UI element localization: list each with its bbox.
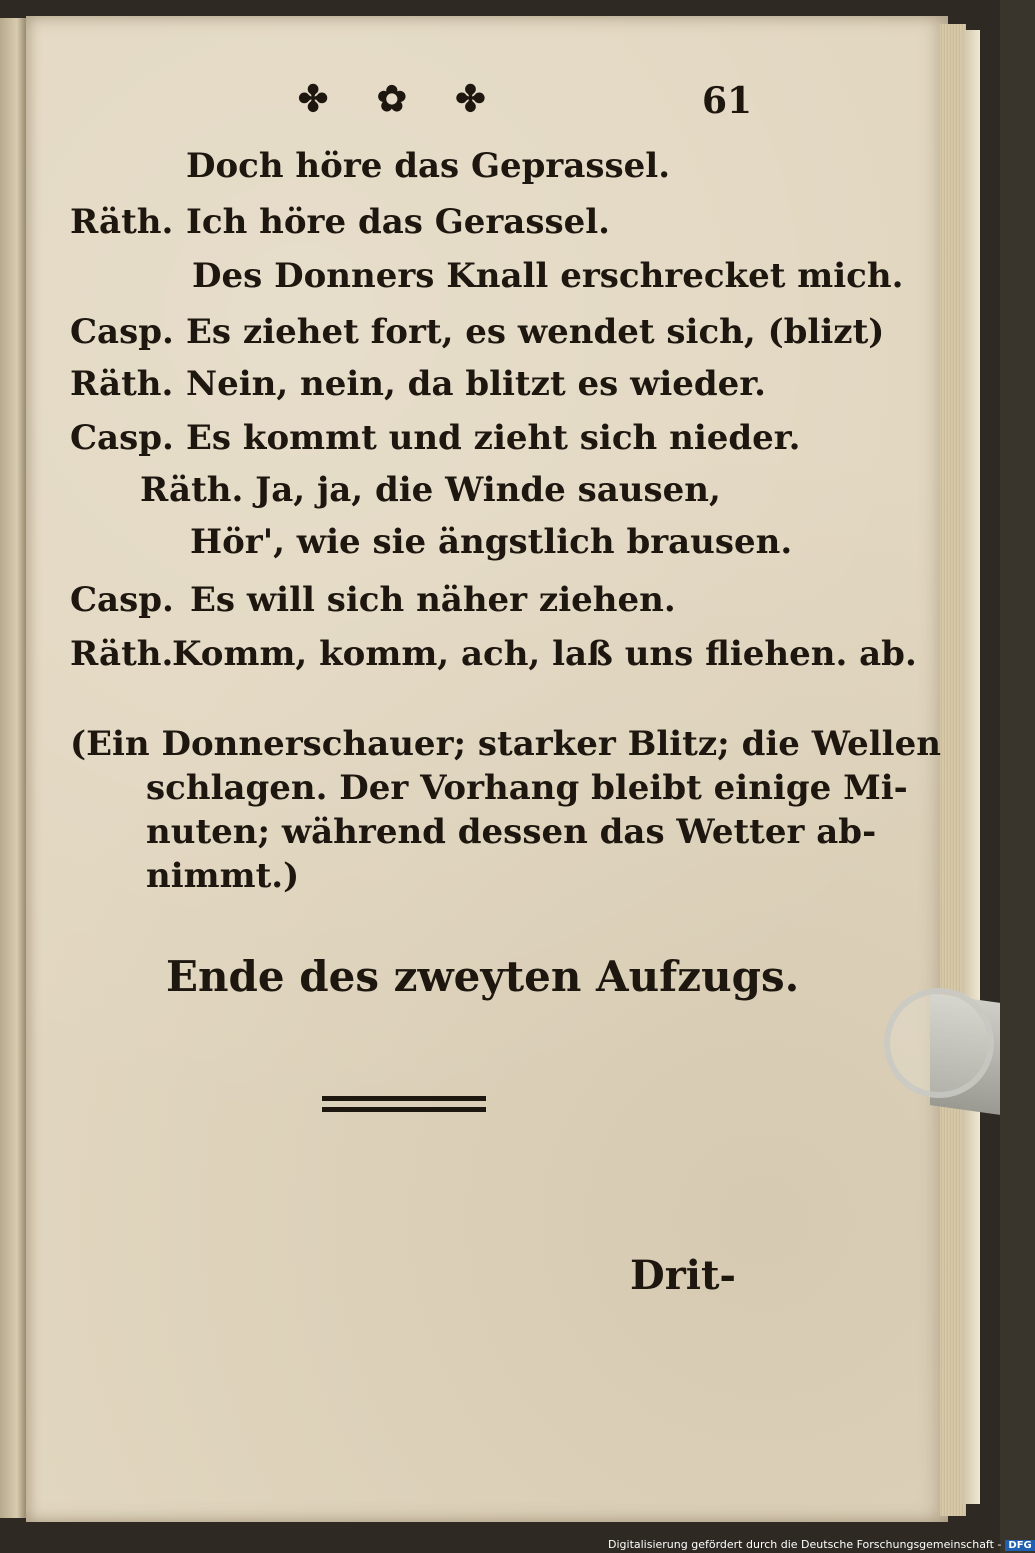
- dialogue-line-10: Komm, komm, ach, laß uns fliehen. ab.: [172, 634, 917, 674]
- dialogue-line-3: Des Donners Knall erschrecket mich.: [192, 256, 904, 296]
- speaker-label: Casp.: [70, 418, 174, 458]
- dialogue-line-1: Doch höre das Geprassel.: [186, 146, 671, 186]
- page-number: 61: [702, 80, 753, 122]
- stage-direction-line-1: (Ein Donnerschauer; starker Blitz; die Wellen: [70, 724, 941, 764]
- digitization-credit: [608, 1538, 1035, 1551]
- speaker-label: Räth.: [70, 202, 174, 242]
- header-ornament: ✤ ✿ ✤: [298, 78, 504, 120]
- speaker-label: Casp.: [70, 312, 174, 352]
- dialogue-line-8: Hör', wie sie ängstlich brausen.: [190, 522, 793, 562]
- dialogue-line-9: Es will sich näher ziehen.: [190, 580, 676, 620]
- speaker-label: Casp.: [70, 580, 174, 620]
- stage-direction-line-3: nuten; während dessen das Wetter ab-: [146, 812, 877, 852]
- credit-text: Digitalisierung gefördert durch die Deutsche Forschungsgemeinschaft -: [608, 1538, 1002, 1551]
- dialogue-line-4: Es ziehet fort, es wendet sich, (blizt): [186, 312, 885, 352]
- double-rule-divider: [322, 1096, 486, 1114]
- speaker-label: Räth.: [70, 364, 174, 404]
- stage-direction-line-2: schlagen. Der Vorhang bleibt einige Mi-: [146, 768, 908, 808]
- stage-direction-line-4: nimmt.): [146, 856, 300, 896]
- act-end-title: Ende des zweyten Aufzugs.: [166, 952, 800, 1001]
- dialogue-line-2: Ich höre das Gerassel.: [186, 202, 611, 242]
- dialogue-line-7: Räth. Ja, ja, die Winde sausen,: [140, 470, 721, 510]
- page-clip-ring: [884, 988, 994, 1098]
- catchword: Drit-: [630, 1252, 737, 1299]
- dialogue-line-6: Es kommt und zieht sich nieder.: [186, 418, 801, 458]
- dialogue-line-5: Nein, nein, da blitzt es wieder.: [186, 364, 766, 404]
- dfg-logo: DFG: [1005, 1540, 1034, 1551]
- speaker-label: Räth.: [70, 634, 174, 674]
